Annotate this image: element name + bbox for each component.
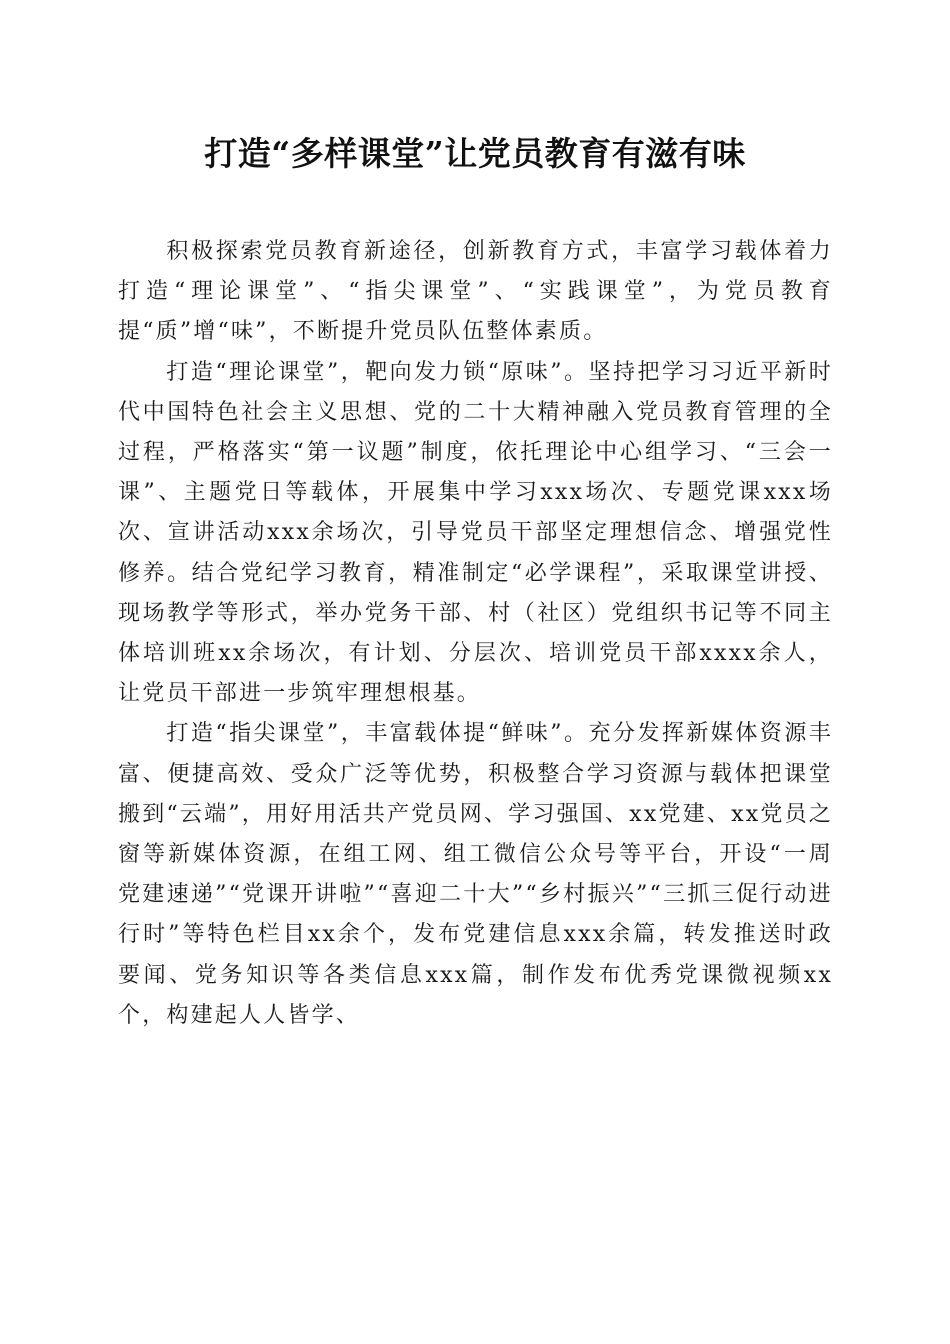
paragraph-intro: 积极探索党员教育新途径，创新教育方式，丰富学习载体着力打造“理论课堂”、“指尖课堂”、“实践课堂”，为党员教育提“质”增“味”，不断提升党员队伍整体素质。 (118, 239, 833, 345)
paragraph-theory-classroom: 打造“理论课堂”，靶向发力锁“原味”。坚持把学习习近平新时代中国特色社会主义思想、党的二十大精神融入党员教育管理的全过程，严格落实“第一议题”制度，依托理论中心组学习、“三会一课”、主题党日等载体，开展集中学习xxx场次、专题党课xxx场次、宣讲活动xxx余场次，引导党员干部坚定理想信念、增强党性修养。结合党纪学习教育，精准制定“必学课程”，采取课堂讲授、现场教学等形式，举办党务干部、村（社区）党组织书记等不同主体培训班xx余场次，有计划、分层次、培训党员干部xxxx余人，让党员干部进一步筑牢理想根基。 (118, 359, 833, 707)
document-title: 打造“多样课堂”让党员教育有滋有味 (204, 134, 746, 173)
paragraph-fingertip-classroom: 打造“指尖课堂”，丰富载体提“鲜味”。充分发挥新媒体资源丰富、便捷高效、受众广泛等优势，积极整合学习资源与载体把课堂搬到“云端”，用好用活共产党员网、学习强国、xx党建、xx党员之窗等新媒体资源，在组工网、组工微信公众号等平台，开设“一周党建速递”“党课开讲啦”“喜迎二十大”“乡村振兴”“三抓三促行动进行时”等特色栏目xx余个，发布党建信息xxx余篇，转发推送时政要闻、党务知识等各类信息xxx篇，制作发布优秀党课微视频xx个，构建起人人皆学、 (118, 721, 833, 1028)
document-body (118, 232, 833, 1036)
